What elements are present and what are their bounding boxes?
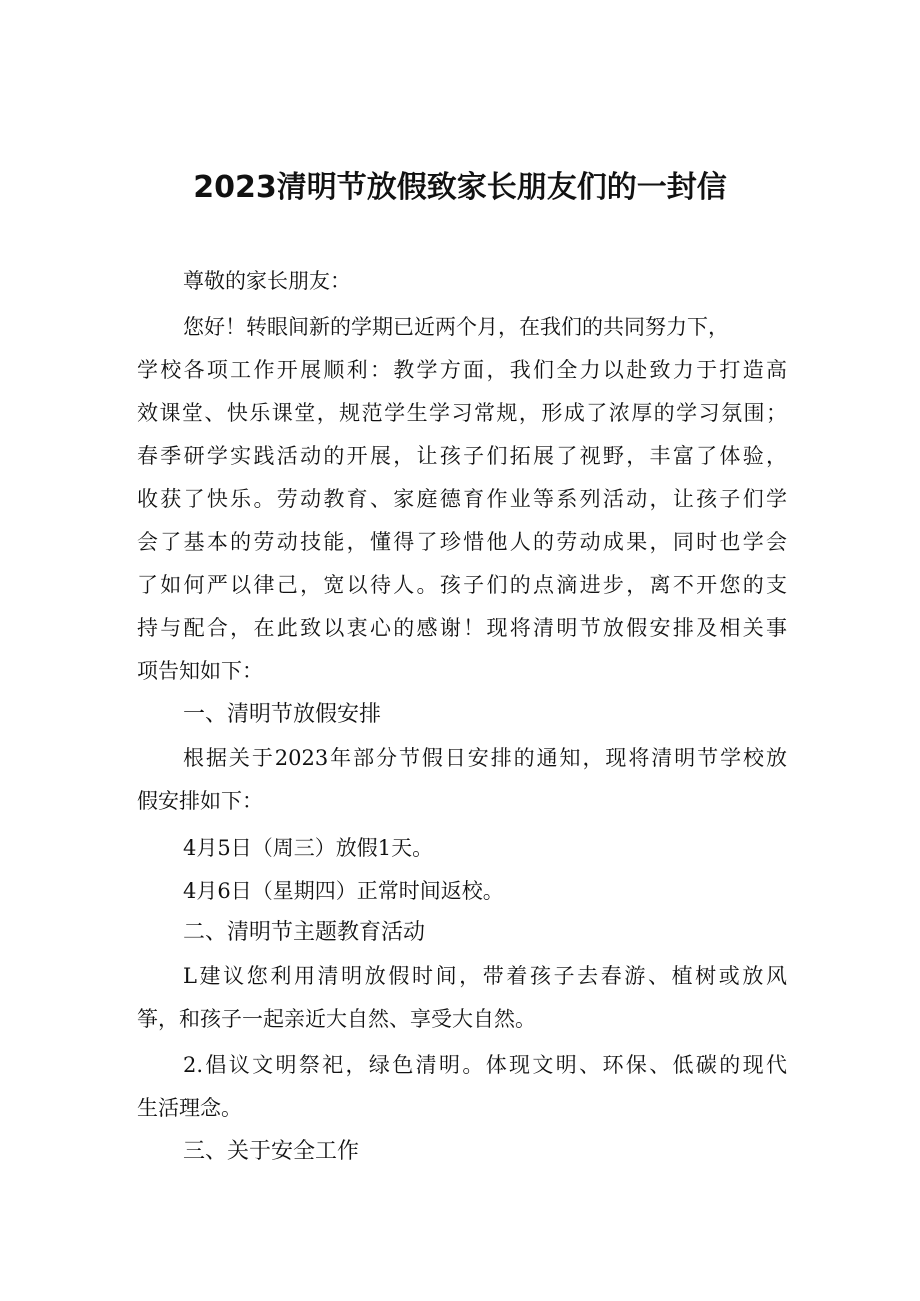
greeting: 尊敬的家长朋友： [183, 269, 351, 293]
section2-item1-line-1: L建议您利用清明放假时间，带着孩子去春游、植树或放风 [183, 964, 787, 988]
intro-line-1: 您好！转眼间新的学期已近两个月，在我们的共同努力下， [183, 315, 729, 339]
holiday-item-1: 4月5日（周三）放假1天。 [183, 836, 434, 860]
document-title: 2023清明节放假致家长朋友们的一封信 [193, 170, 727, 205]
intro-line-9: 项告知如下： [137, 659, 263, 683]
holiday-item-2: 4月6日（星期四）正常时间返校。 [183, 879, 504, 903]
intro-line-4: 春季研学实践活动的开展，让孩子们拓展了视野，丰富了体验， [137, 444, 787, 468]
section2-item1-line-2: 筝，和孩子一起亲近大自然、享受大自然。 [137, 1007, 536, 1031]
intro-line-7: 了如何严以律己，宽以待人。孩子们的点滴进步，离不开您的支 [137, 573, 787, 597]
section-heading-2: 二、清明节主题教育活动 [183, 920, 426, 945]
intro-line-5: 收获了快乐。劳动教育、家庭德育作业等系列活动，让孩子们学 [137, 487, 787, 511]
section1-line-1: 根据关于2023年部分节假日安排的通知，现将清明节学校放 [183, 746, 787, 770]
intro-line-8: 持与配合，在此致以衷心的感谢！现将清明节放假安排及相关事 [137, 616, 787, 640]
section2-item2-line-2: 生活理念。 [137, 1096, 242, 1120]
intro-line-2: 学校各项工作开展顺利：教学方面，我们全力以赴致力于打造高 [137, 358, 787, 382]
section2-item2-line-1: 2.倡议文明祭祀，绿色清明。体现文明、环保、低碳的现代 [183, 1053, 787, 1077]
intro-line-6: 会了基本的劳动技能，懂得了珍惜他人的劳动成果，同时也学会 [137, 530, 787, 554]
section1-line-2: 假安排如下： [137, 789, 263, 813]
section-heading-1: 一、清明节放假安排 [183, 702, 382, 727]
section-heading-3: 三、关于安全工作 [183, 1139, 360, 1164]
intro-line-3: 效课堂、快乐课堂，规范学生学习常规，形成了浓厚的学习氛围； [137, 401, 787, 425]
